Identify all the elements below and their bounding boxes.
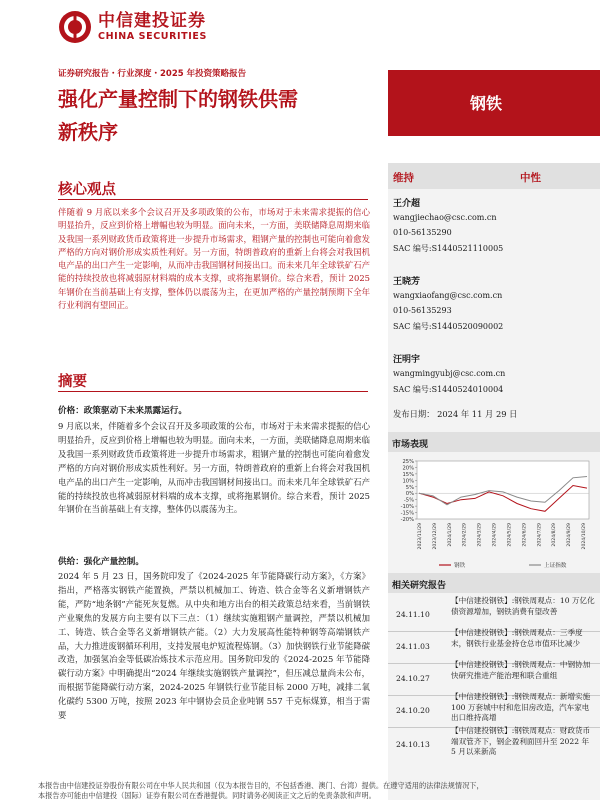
- x-tick-label: 2024/8/29: [552, 523, 558, 547]
- related-report-date: 24.10.13: [396, 740, 430, 749]
- x-tick-label: 2024/4/29: [492, 523, 498, 547]
- y-tick-label: -5%: [403, 497, 414, 504]
- legend-label: 钢铁: [454, 563, 466, 569]
- x-tick-label: 2024/3/29: [477, 523, 483, 547]
- y-tick-label: 20%: [402, 465, 414, 472]
- market-performance-chart: [389, 455, 597, 573]
- report-title-line2: 新秩序: [58, 120, 118, 144]
- analyst-phone: 010-56135293: [393, 306, 452, 315]
- footer-line-1: 本报告由中信建投证券股份有限公司在中华人民共和国（仅为本报告目的，不包括香港、澳门、台湾）提供。在遵守适用的法律法规情况下，: [38, 781, 484, 790]
- x-tick-label: 2024/10/29: [582, 523, 587, 550]
- related-report-title[interactable]: 【中信建投钢铁】:钢铁周观点：财政货币端双管齐下，钢企盈利面回升至 2022 年 5 月以来新高: [451, 726, 591, 757]
- analyst-sac: SAC 编号:S1440521110005: [393, 244, 504, 253]
- x-tick-label: 2023/12/29: [432, 523, 438, 550]
- analyst-email: wangmingyubj@csc.com.cn: [393, 369, 506, 378]
- analyst-email: wangxiaofang@csc.com.cn: [393, 291, 503, 300]
- related-report-title[interactable]: 【中信建投钢铁】:钢铁周观点：三季度末，钢铁行业基金持仓总市值环比减少: [451, 628, 583, 648]
- y-tick-label: -20%: [400, 517, 414, 523]
- report-title-line1: 强化产量控制下的钢铁供需: [58, 87, 298, 111]
- company-logo: [58, 10, 207, 44]
- related-report-date: 24.11.10: [396, 610, 430, 619]
- rating-bar: [388, 163, 600, 189]
- publish-date: 发布日期： 2024 年 11 月 29 日: [393, 409, 518, 419]
- footer-line-2: 本报告亦可能由中信建投（国际）证券有限公司在香港提供。同时请务必阅读正文之后的免责条款和声明。: [38, 791, 376, 800]
- related-reports-heading: 相关研究报告: [392, 581, 447, 591]
- analyst-name: 汪明宇: [393, 355, 421, 365]
- x-tick-label: 2023/11/29: [418, 523, 423, 550]
- analyst-sac: SAC 编号:S1440520090002: [393, 322, 504, 331]
- related-report-date: 24.10.20: [396, 706, 430, 715]
- analyst-name: 王晓芳: [393, 277, 421, 287]
- report-series-label: 证券研究报告・行业深度・2025 年投资策略报告: [58, 69, 247, 79]
- industry-label: 钢铁: [470, 94, 503, 113]
- core-view-paragraph: 伴随着 9 月底以来多个会议召开及多项政策的公布，市场对于未来需求提振的信心明显抬升，反应到价格上增幅也较为明显。面向未来，一方面，美联储降息周期来临及我国一系列财政货币政策将进一步提升市场需求，粗钢产量的控制也可能向着愈发严格的方向对钢价形成实质性利好。另一方面，特朗普政府的重新上台将会对我国机电产品的出口产生一定影响，从而冲击我国钢材间接出口。而未来几年全球铁矿石产能的持续投放也将减弱原材料端的成本支撑，或将拖累钢价。综合来看，预计 2025 年钢价在当前基础上有支撑，整体仍以震荡为主，在更加严格的产量控制预期下全年行业利润有望回正。: [58, 207, 370, 311]
- chart-plot-area: [417, 461, 589, 519]
- x-tick-label: 2024/1/29: [447, 523, 453, 547]
- y-tick-label: 10%: [402, 478, 414, 485]
- x-tick-label: 2024/7/29: [537, 523, 543, 547]
- y-tick-label: -15%: [400, 510, 414, 517]
- related-report-date: 24.11.03: [396, 642, 430, 651]
- legend-label: 上证指数: [544, 563, 567, 569]
- related-report-title[interactable]: 【中信建投钢铁】:钢铁周观点：10 万亿化债资源增加，钢铁消费有望改善: [451, 596, 595, 616]
- rating-value: 中性: [520, 172, 541, 184]
- summary-subheading-price: 价格：政策驱动下未来黑露运行。: [58, 406, 187, 416]
- related-report-date: 24.10.27: [396, 674, 430, 683]
- analyst-phone: 010-56135290: [393, 228, 452, 237]
- x-tick-label: 2024/6/29: [522, 523, 528, 547]
- summary-heading: 摘要: [58, 374, 87, 390]
- x-tick-label: 2024/5/29: [507, 523, 513, 547]
- y-tick-label: 15%: [402, 471, 414, 478]
- logo-emblem-icon: [58, 10, 92, 44]
- summary-paragraph-supply: 2024 年 5 月 23 日，国务院印发了《2024-2025 年节能降碳行动方案》，《方案》指出，严格落实钢铁产能置换，严禁以机械加工、铸造、铁合金等名义新增钢铁产能，严防“地条钢”产能死灰复燃。从中央和地方出台的相关政策总结来看，当前钢铁产业聚焦的发展方向主要有以下三点：（1）继续实施粗钢产量调控，严禁以机械加工、铸造、铁合金等名义新增钢铁产能。（2）大力发展高性能特种钢等高端钢铁产品，大力推进废钢循环利用，支持发展电炉短流程炼钢。（3）加快钢铁行业节能降碳改造，加强氢冶金等低碳冶炼技术示范应用。国务院印发的《2024-2025 年节能降碳行动方案》中明确提出“2024 年继续实施钢铁产量调控”，但压减总量尚未公布，而根据节能降碳行动方案，2024-2025 年钢铁行业节能目标 2000 万吨，减排二氧化碳约 5300 万吨，按照 2023 年中钢协会员企业吨钢 557 千克标煤算，相当于需要: [58, 571, 370, 721]
- y-tick-label: -10%: [400, 504, 414, 511]
- core-view-heading: 核心观点: [58, 182, 116, 198]
- x-tick-label: 2024/9/29: [567, 523, 573, 547]
- analyst-name: 王介超: [393, 199, 421, 209]
- analyst-sac: SAC 编号:S1440524010004: [393, 385, 504, 394]
- related-report-title[interactable]: 【中信建投钢铁】:钢铁周观点：新增实施 100 万套城中村和危旧房改造，汽车家电出口维持高增: [451, 692, 591, 723]
- logo-english-name: CHINA SECURITIES: [98, 31, 207, 42]
- logo-chinese-name: 中信建投证券: [98, 11, 206, 31]
- x-tick-label: 2024/2/29: [462, 523, 468, 547]
- analyst-email: wangjiechao@csc.com.cn: [393, 213, 497, 222]
- y-tick-label: 5%: [405, 484, 414, 491]
- y-tick-label: 0%: [405, 491, 414, 498]
- related-report-title[interactable]: 【中信建投钢铁】:钢铁周观点：中钢协加快研究推进产能治理和联合重组: [451, 660, 591, 680]
- y-tick-label: 25%: [402, 459, 414, 465]
- summary-subheading-supply: 供给：强化产量控制。: [58, 557, 144, 567]
- section-divider: [58, 199, 368, 200]
- footer-disclaimer: [38, 781, 598, 801]
- section-divider: [58, 391, 368, 392]
- rating-action: 维持: [393, 172, 414, 184]
- summary-paragraph-price: 9 月底以来，伴随着多个会议召开及多项政策的公布，市场对于未来需求提振的信心明显抬升，反应到价格上增幅也较为明显。面向未来，一方面，美联储降息周期来临及我国一系列财政货币政策将进一步提升市场需求，粗钢产量的控制也可能向着愈发严格的方向对钢价形成实质性利好。另一方面，特朗普政府的重新上台将会对我国机电产品的出口产生一定影响，从而冲击我国钢材间接出口。而未来几年全球铁矿石产能的持续投放也将减弱原材料端的成本支撑，或将拖累钢价。综合来看，预计 2025 年钢价在当前基础上有支撑，整体仍以震荡为主。: [58, 421, 370, 515]
- market-performance-heading: 市场表现: [392, 440, 429, 450]
